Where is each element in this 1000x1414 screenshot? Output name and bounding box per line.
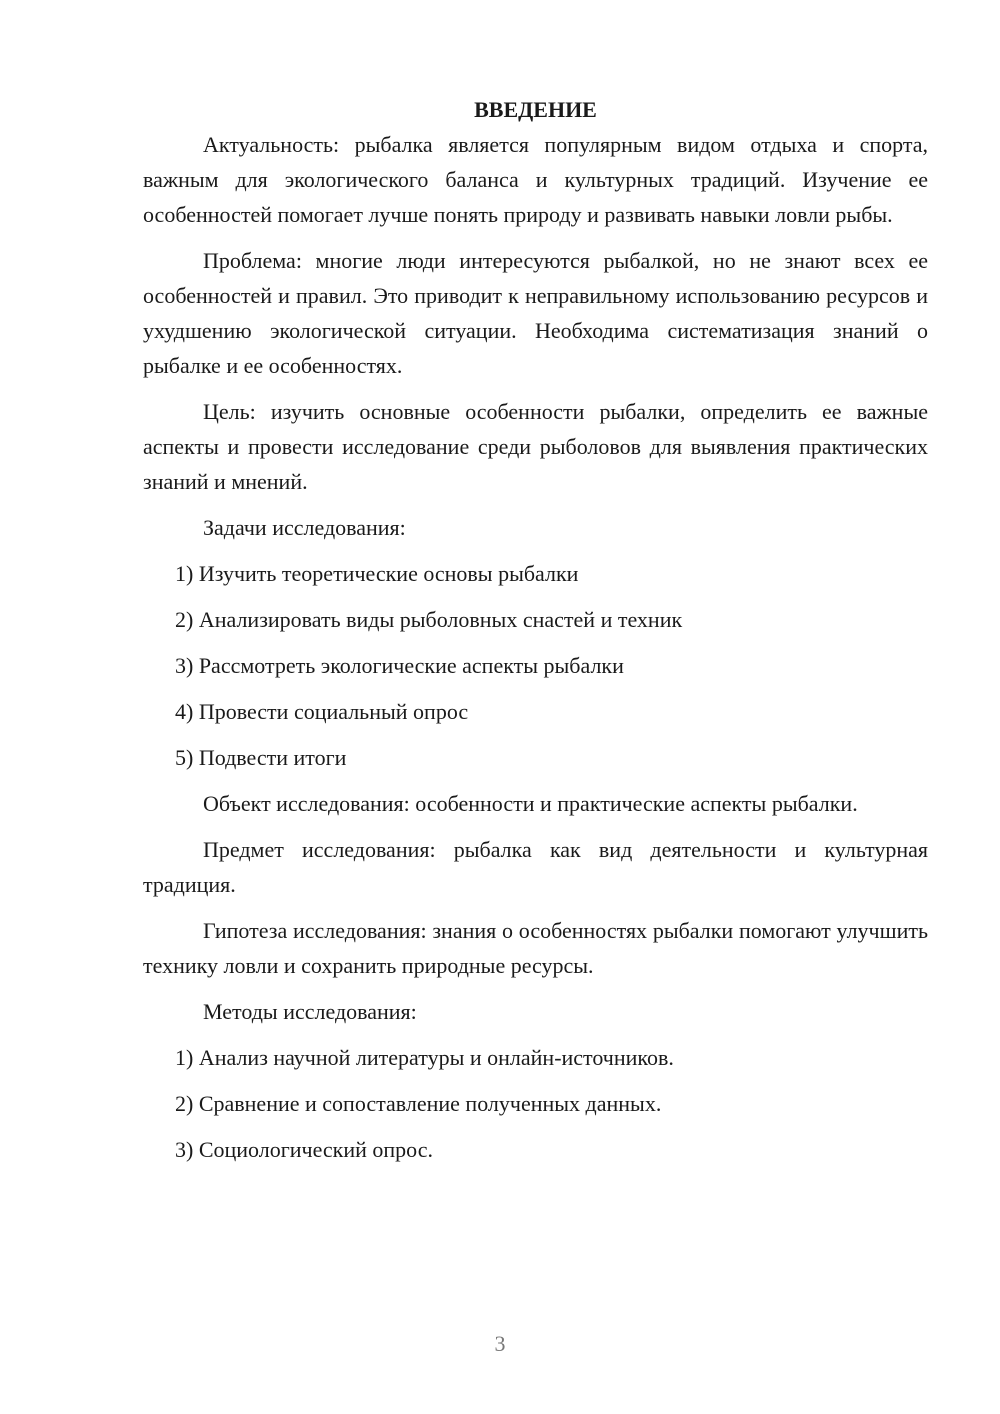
task-item: 2) Анализировать виды рыболовных снастей и техник [175,607,683,632]
task-item: 4) Провести социальный опрос [175,699,469,724]
problem-paragraph: Проблема: многие люди интересуются рыбалкой, но не знают всех ее особенностей и правил. Это приводит к неправильному использованию ресурсов и ухудшению экологической ситуации. Необходима систематизация знаний о рыбалке и ее особенностях. [143,248,928,378]
tasks-title: Задачи исследования: [203,515,406,540]
hypothesis-paragraph: Гипотеза исследования: знания о особенностях рыбалки помогают улучшить технику ловли и сохранить природные ресурсы. [143,918,928,978]
methods-title: Методы исследования: [203,999,417,1024]
method-item: 1) Анализ научной литературы и онлайн-источников. [175,1045,674,1070]
subject-paragraph: Предмет исследования: рыбалка как вид деятельности и культурная традиция. [143,837,928,897]
task-item: 3) Рассмотреть экологические аспекты рыбалки [175,653,624,678]
object-paragraph: Объект исследования: особенности и практические аспекты рыбалки. [203,791,858,816]
task-item: 1) Изучить теоретические основы рыбалки [175,561,579,586]
goal-paragraph: Цель: изучить основные особенности рыбалки, определить ее важные аспекты и провести исследование среди рыболовов для выявления практических знаний и мнений. [143,399,928,494]
method-item: 3) Социологический опрос. [175,1137,433,1162]
method-item: 2) Сравнение и сопоставление полученных данных. [175,1091,662,1116]
page-number: 3 [494,1331,506,1356]
relevance-paragraph: Актуальность: рыбалка является популярным видом отдыха и спорта, важным для экологического баланса и культурных традиций. Изучение ее особенностей помогает лучше понять природу и развивать навыки ловли рыбы. [143,132,928,227]
document-page [143,92,928,1178]
task-item: 5) Подвести итоги [175,745,347,770]
page-title: ВВЕДЕНИЕ [474,97,597,122]
